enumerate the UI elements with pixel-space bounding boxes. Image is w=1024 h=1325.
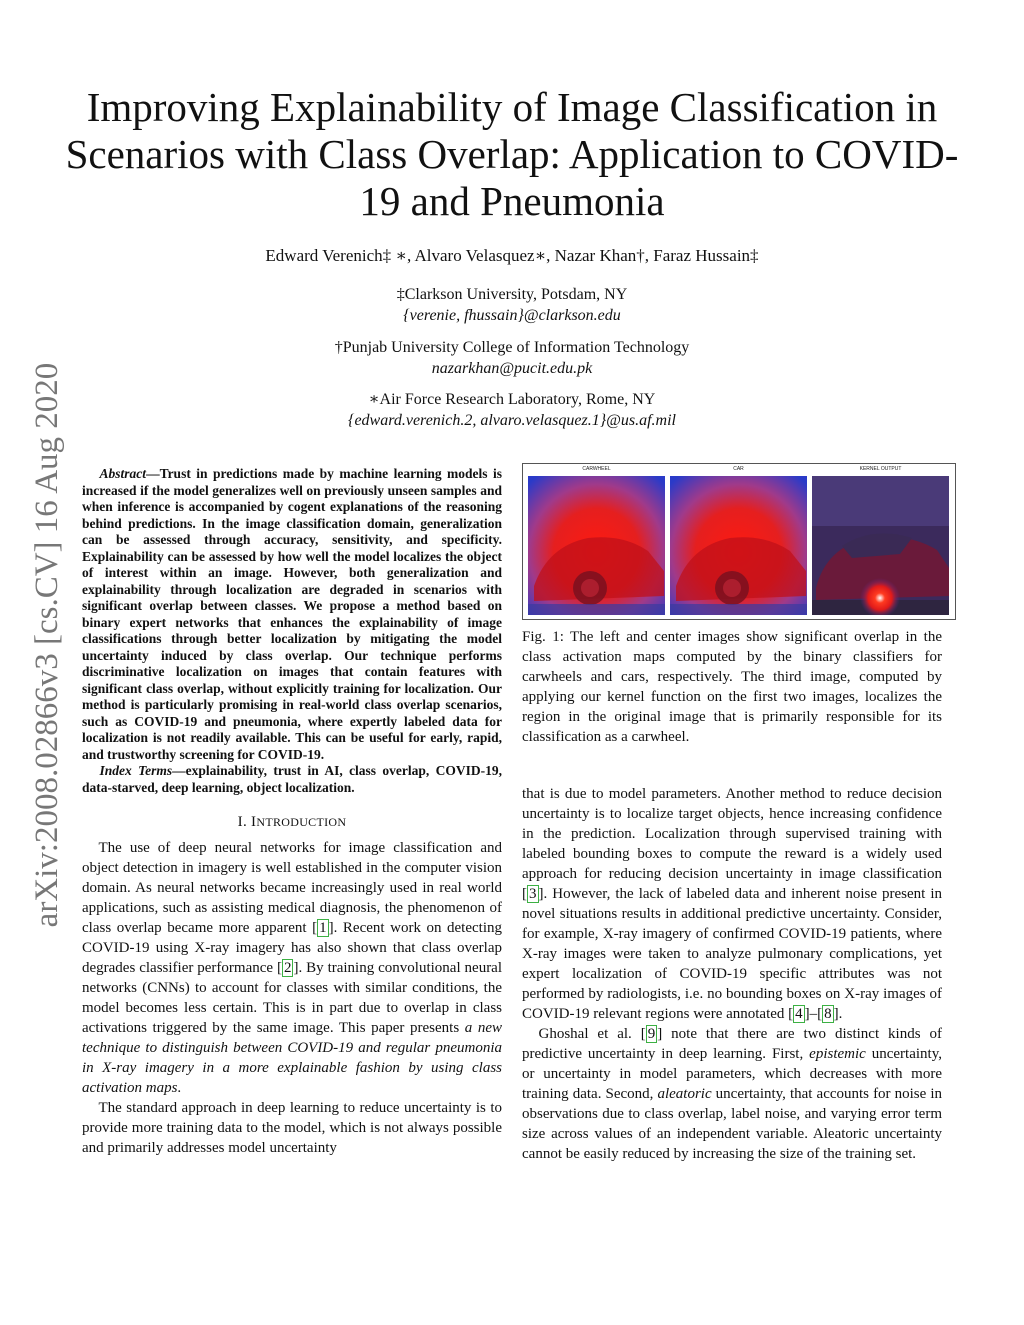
figure-1 xyxy=(522,463,956,620)
body-text: note that there are two distinct kinds of predictive uncertainty in deep learning. First, xyxy=(522,1026,942,1062)
citation-3[interactable]: 3 xyxy=(529,886,537,902)
intro-text: . By training convolutional neural networks (CNNs) to account for classes with similar conditions, the model becomes less certain. This is in part due to overlap in class activations triggered by the same image. This paper presents xyxy=(82,960,503,1036)
right-paragraph-2: Ghoshal et al. [ 9 ] note that there are two distinct kinds of predictive uncertainty in deep learning. First, epistemic uncertainty, or uncertainty in model parameters, which decreases with more training data. Second, aleatoric uncertainty, that accounts for noise in observations due to class overlap, label noise, and varying error term size across values of an independent variable. Aleatoric uncertainty cannot be easily reduced by increasing the size of the training set. xyxy=(522,1026,942,1162)
affiliation-email: {verenie, fhussain}@clarkson.edu xyxy=(403,307,621,324)
body-text: . xyxy=(838,1006,843,1022)
citation-range-dash: – xyxy=(809,1006,818,1022)
term-epistemic: epistemic xyxy=(809,1046,866,1062)
citation-1[interactable]: 1 xyxy=(319,920,327,936)
panel-label-car: CAR xyxy=(733,466,744,472)
citation-9[interactable]: 9 xyxy=(647,1026,656,1042)
affiliation-afrl xyxy=(160,389,864,431)
affiliation-email: nazarkhan@pucit.edu.pk xyxy=(431,360,593,377)
affiliation-name: †Punjab University College of Information Technology xyxy=(334,339,690,356)
body-text: uncertainty, or uncertainty in model parameters, which decreases with more training data. Second, xyxy=(522,1046,942,1102)
citation-4[interactable]: 4 xyxy=(795,1006,803,1022)
arxiv-identifier xyxy=(14,345,80,945)
author-list: Edward Verenich‡ ∗, Alvaro Velasquez∗, Nazar Khan†, Faraz Hussain‡ xyxy=(265,246,759,265)
intro-paragraph-2: The standard approach in deep learning to reduce uncertainty is to provide more training data to the model, which is not always possible and primarily addresses model uncertainty xyxy=(82,1100,502,1156)
heatmap-car-image xyxy=(670,476,807,615)
intro-paragraph-1: The use of deep neural networks for image classification and object detection in imagery is well established in the computer vision domain. As neural networks became increasingly used in real world applications, such as assisting medical diagnosis, the phenomenon of class overlap became more apparent [ 1 ]. Recent work on detecting COVID-19 using X-ray imagery has also shown that class overlap degrades classifier performance [ 2 ]. By training convolutional neural networks (CNNs) to account for classes with similar conditions, the model becomes less certain. This is in part due to overlap in class activations triggered by the same image. This paper presents a new technique to distinguish between COVID-19 and regular pneumonia in X-ray imagery in a more explainable fashion by using class activation maps. xyxy=(82,840,503,1096)
heatmap-carwheel xyxy=(528,476,665,615)
intro-text: . Recent work on detecting COVID-19 using X-ray imagery has also shown that class overlap degrades classifier performance xyxy=(82,920,503,976)
citation-8[interactable]: 8 xyxy=(824,1006,832,1022)
panel-label-carwheel: CARWHEEL xyxy=(582,466,611,472)
body-text: uncertainty, that accounts for noise in observations due to class overlap, label noise, and varying error term size across values of an independent variable. Aleatoric uncertainty cannot be easily reduced by increasing the size of the training set. xyxy=(522,1086,942,1162)
term-aleatoric: aleatoric xyxy=(657,1086,712,1102)
index-terms-label: Index Terms xyxy=(99,763,173,778)
body-text: . However, the lack of labeled data and inherent noise present in novel situations results in additional predictive uncertainty. Consider, for example, X-ray imagery of confirmed COVID-19 patients, where X-ray images were taken to analyze pulmonary complications, yet expert localization of COVID-19 specific attributes was not performed by radiologists, i.e. no bounding boxes on X-ray images of COVID-19 relevant regions were annotated xyxy=(522,886,942,1022)
affiliation-clarkson xyxy=(160,284,864,326)
body-text: Ghoshal et al. xyxy=(538,1026,641,1042)
index-terms-text: explainability, trust in AI, class overlap, COVID-19, data-starved, deep learning, object localization. xyxy=(82,763,502,795)
section-name: NTRODUCTION xyxy=(256,815,347,829)
right-column xyxy=(522,784,942,1164)
affiliation-punjab xyxy=(160,337,864,379)
section-numeral: I. I xyxy=(237,814,257,830)
paper-title: Improving Explainability of Image Classification in Scenarios with Class Overlap: Application to COVID-19 and Pneumonia xyxy=(65,84,959,224)
intro-text: . xyxy=(177,1080,182,1096)
abstract-text: Trust in predictions made by machine learning models is increased if the model generalizes well on previously unseen samples and when inference is accompanied by cogent explanations of the reasoning behind predictions. In the image classification domain, generalization can be assessed through accuracy, sensitivity, and specificity. Explainability can be assessed by how well the model localizes the object of interest within an image. However, both generalization and explainability through localization are degraded in scenarios with significant overlap between classes. We propose a method based on binary expert networks that enhances the explainability of image classifications through better localization by mitigating the model uncertainty induced by class overlap. Our technique performs discriminative localization on images that contain features with significant class overlap, without explicitly training for localization. Our method is particularly promising in real-world class overlap scenarios, such as COVID-19 and pneumonia, where expertly labeled data for localization is not readily available. This can be useful for early, rapid, and trustworthy screening for COVID-19. xyxy=(82,466,502,762)
intro-emphasis: a new technique to distinguish between COVID-19 and regular pneumonia in X-ray imagery in a more explainable fashion by using class activation maps xyxy=(82,1020,502,1096)
affiliation-email: {edward.verenich.2, alvaro.velasquez.1}@us.af.mil xyxy=(348,412,676,429)
affiliation-name: ∗Air Force Research Laboratory, Rome, NY xyxy=(368,391,656,408)
heatmap-car xyxy=(670,476,807,615)
right-paragraph-1: that is due to model parameters. Another method to reduce decision uncertainty is to localize target objects, hence increasing confidence in the prediction. Localization through supervised training with labeled bounding boxes to compute the reward is a widely used approach for reducing decision uncertainty in image classification [ 3 ]. However, the lack of labeled data and inherent noise present in novel situations results in additional predictive uncertainty. Consider, for example, X-ray imagery of confirmed COVID-19 patients, where X-ray images were taken to analyze pulmonary complications, yet expert localization of COVID-19 specific attributes was not performed by radiologists, i.e. no bounding boxes on X-ray images of COVID-19 relevant regions were annotated [ 4 ]–[ 8 ]. xyxy=(522,786,942,1022)
intro-text: The use of deep neural networks for image classification and object detection in imagery is well established in the computer vision domain. As neural networks became increasingly used in real world applications, such as assisting medical diagnosis, the phenomenon of class overlap became more apparent xyxy=(82,840,502,936)
affiliation-name: ‡Clarkson University, Potsdam, NY xyxy=(396,286,628,303)
section-heading-introduction xyxy=(82,812,502,832)
abstract-label: Abstract xyxy=(99,466,147,481)
heatmap-carwheel-image xyxy=(528,476,665,615)
figure-1-caption: Fig. 1: The left and center images show significant overlap in the class activation maps computed by the binary classifiers for carwheels and cars, respectively. The third image, computed by applying our kernel function on the first two images, localizes the region in the original image that is primarily responsible for its classification as a carwheel. xyxy=(522,629,942,745)
left-column xyxy=(82,466,502,1158)
body-text: that is due to model parameters. Another method to reduce decision uncertainty is to localize target objects, hence increasing confidence in the prediction. Localization through supervised training with labeled bounding boxes to compute the reward is a widely used approach for reducing decision uncertainty in image classification xyxy=(522,786,942,882)
arxiv-identifier-text: arXiv:2008.02866v3 [cs.CV] 16 Aug 2020 xyxy=(29,362,65,928)
citation-2[interactable]: 2 xyxy=(283,960,292,976)
abstract: Abstract—Trust in predictions made by machine learning models is increased if the model generalizes well on previously unseen samples and when inference is accompanied by cogent explanations of the reasoning behind predictions. In the image classification domain, generalization can be assessed through accuracy, sensitivity, and specificity. Explainability can be assessed by how well the model localizes the object of interest within an image. However, both generalization and explainability through localization are degraded in scenarios with significant overlap between classes. We propose a method based on binary expert networks that enhances the explainability of image classifications through better localization by mitigating the model uncertainty induced by class overlap. Our technique performs discriminative localization on images that contain features with significant class overlap, without explicitly training for localization. Our method is particularly promising in real-world class overlap scenarios, such as COVID-19 and pneumonia, where expertly labeled data for localization is not readily available. This can be useful for early, rapid, and trustworthy screening for COVID-19. Index Terms—explainability, trust in AI, class overlap, COVID-19, data-starved, deep learning, object localization. xyxy=(82,466,502,795)
heatmap-kernel-output xyxy=(812,476,949,615)
heatmap-kernel-output-image xyxy=(812,476,949,615)
panel-label-kernel-output: KERNEL OUTPUT xyxy=(859,466,902,472)
